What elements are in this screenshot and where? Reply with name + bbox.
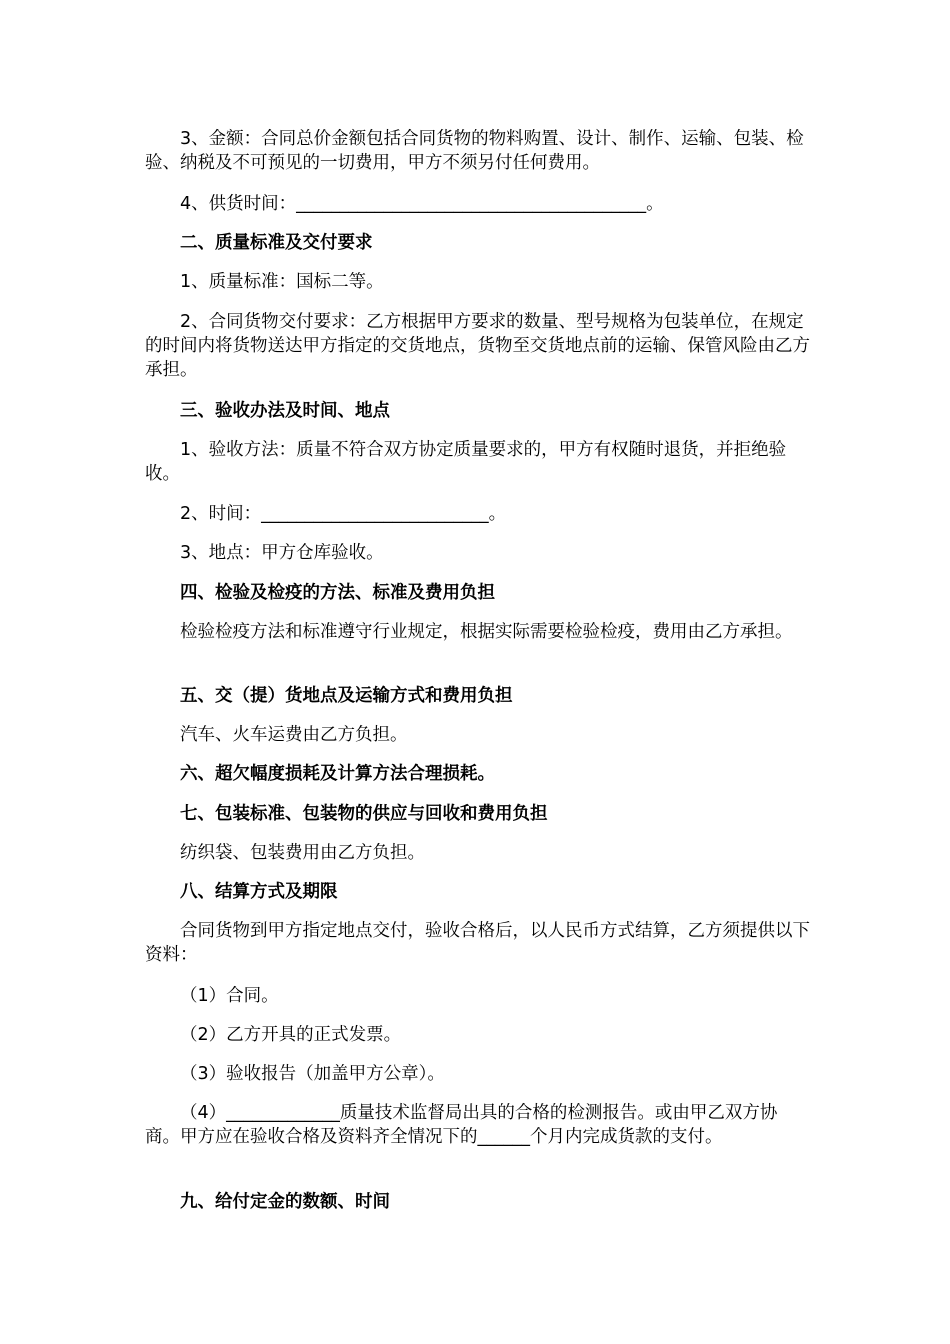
- clause-packaging-cost: 纺织袋、包装费用由乙方负担。: [180, 843, 425, 863]
- section-heading-settlement: 八、结算方式及期限: [180, 882, 338, 902]
- section-heading-acceptance: 三、验收办法及时间、地点: [180, 401, 390, 421]
- clause-delivery-time: 4、供货时间：________________________________________。: [180, 194, 664, 214]
- list-item-contract: （1）合同。: [180, 986, 279, 1006]
- section-heading-packaging: 七、包装标准、包装物的供应与回收和费用负担: [180, 804, 548, 824]
- list-item-acceptance-report: （3）验收报告（加盖甲方公章）。: [180, 1064, 445, 1084]
- section-heading-transport: 五、交（提）货地点及运输方式和费用负担: [180, 686, 513, 706]
- list-item-inspection-report: （4）_____________质量技术监督局出具的合格的检测报告。或由甲乙双方协商。甲方应在验收合格及资料齐全情况下的______个月内完成货款的支付。: [145, 1103, 778, 1147]
- section-heading-deposit: 九、给付定金的数额、时间: [180, 1192, 390, 1212]
- clause-acceptance-method: 1、验收方法：质量不符合双方协定质量要求的，甲方有权随时退货，并拒绝验收。: [145, 440, 787, 484]
- clause-transport-cost: 汽车、火车运费由乙方负担。: [180, 725, 408, 745]
- list-item-invoice: （2）乙方开具的正式发票。: [180, 1025, 402, 1045]
- section-heading-inspection: 四、检验及检疫的方法、标准及费用负担: [180, 583, 495, 603]
- clause-acceptance-time: 2、时间：__________________________。: [180, 504, 507, 524]
- clause-inspection: 检验检疫方法和标准遵守行业规定，根据实际需要检验检疫，费用由乙方承担。: [180, 622, 793, 642]
- clause-delivery-requirements: 2、合同货物交付要求：乙方根据甲方要求的数量、型号规格为包装单位，在规定的时间内将货物送达甲方指定的交货地点，货物至交货地点前的运输、保管风险由乙方承担。: [145, 312, 810, 380]
- clause-acceptance-place: 3、地点：甲方仓库验收。: [180, 543, 384, 563]
- clause-amount: 3、金额：合同总价金额包括合同货物的物料购置、设计、制作、运输、包装、检验、纳税及不可预见的一切费用，甲方不须另付任何费用。: [145, 129, 804, 173]
- section-heading-quality: 二、质量标准及交付要求: [180, 233, 373, 253]
- clause-settlement: 合同货物到甲方指定地点交付，验收合格后，以人民币方式结算，乙方须提供以下资料：: [145, 921, 810, 965]
- clause-quality-standard: 1、质量标准：国标二等。: [180, 272, 384, 292]
- section-heading-loss: 六、超欠幅度损耗及计算方法合理损耗。: [180, 764, 495, 784]
